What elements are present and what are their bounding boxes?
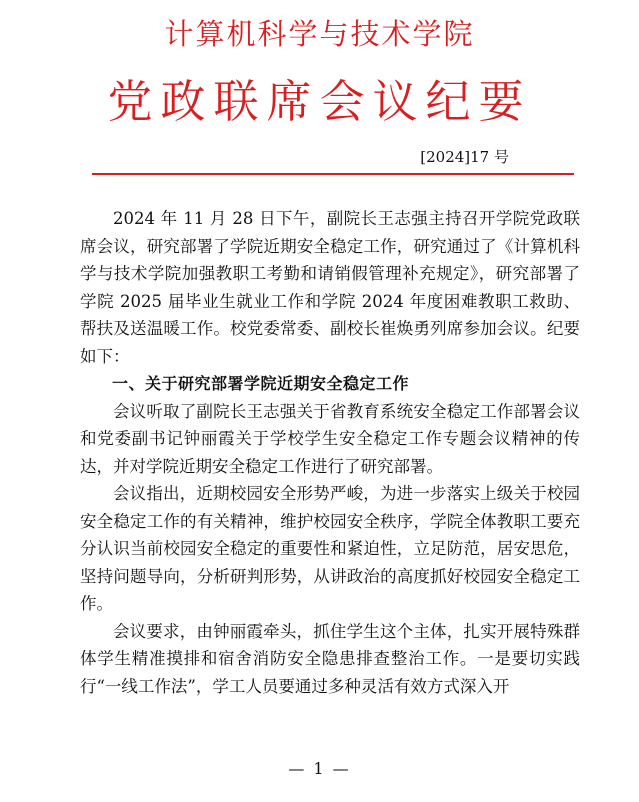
document-title: 党政联席会议纪要 (107, 75, 532, 128)
paragraph-meeting-pointed-out: 会议指出，近期校园安全形势严峻，为进一步落实上级关于校园安全稳定工作的有关精神，维护校园安全秩序，学院全体教职工要充分认识当前校园安全稳定的重要性和紧迫性，立足防范，居安思危，坚持问题导向，分析研判形势，从讲政治的高度抓好校园安全稳定工作。 (80, 484, 580, 613)
page-number: — 1 — (288, 759, 351, 778)
organization-name: 计算机科学与技术学院 (164, 17, 475, 51)
document-number: [2024]17 号 (420, 148, 509, 166)
document-body (80, 205, 580, 700)
red-divider-line (92, 173, 574, 175)
paragraph-meeting-requirements: 会议要求，由钟丽霞牵头，抓住学生这个主体，扎实开展特殊群体学生精准摸排和宿舍消防安全隐患排查整治工作。一是要切实践行“一线工作法”，学工人员要通过多种灵活有效方式深入开 (80, 621, 580, 696)
paragraph-intro: 2024 年 11 月 28 日下午，副院长王志强主持召开学院党政联席会议，研究部署了学院近期安全稳定工作，研究通过了《计算机科学与技术学院加强教职工考勤和请销假管理补充规定》，研究部署了学院 2025 届毕业生就业工作和学院 2024 年度困难教职工救助、帮扶及送温暖工作。校党委常委、副校长崔焕勇列席参加会议。纪要如下： (80, 209, 580, 366)
paragraph-meeting-briefing: 会议听取了副院长王志强关于省教育系统安全稳定工作部署会议和党委副书记钟丽霞关于学校学生安全稳定工作专题会议精神的传达，并对学院近期安全稳定工作进行了研究部署。 (80, 401, 580, 476)
section-heading-1: 一、关于研究部署学院近期安全稳定工作 (112, 374, 410, 393)
